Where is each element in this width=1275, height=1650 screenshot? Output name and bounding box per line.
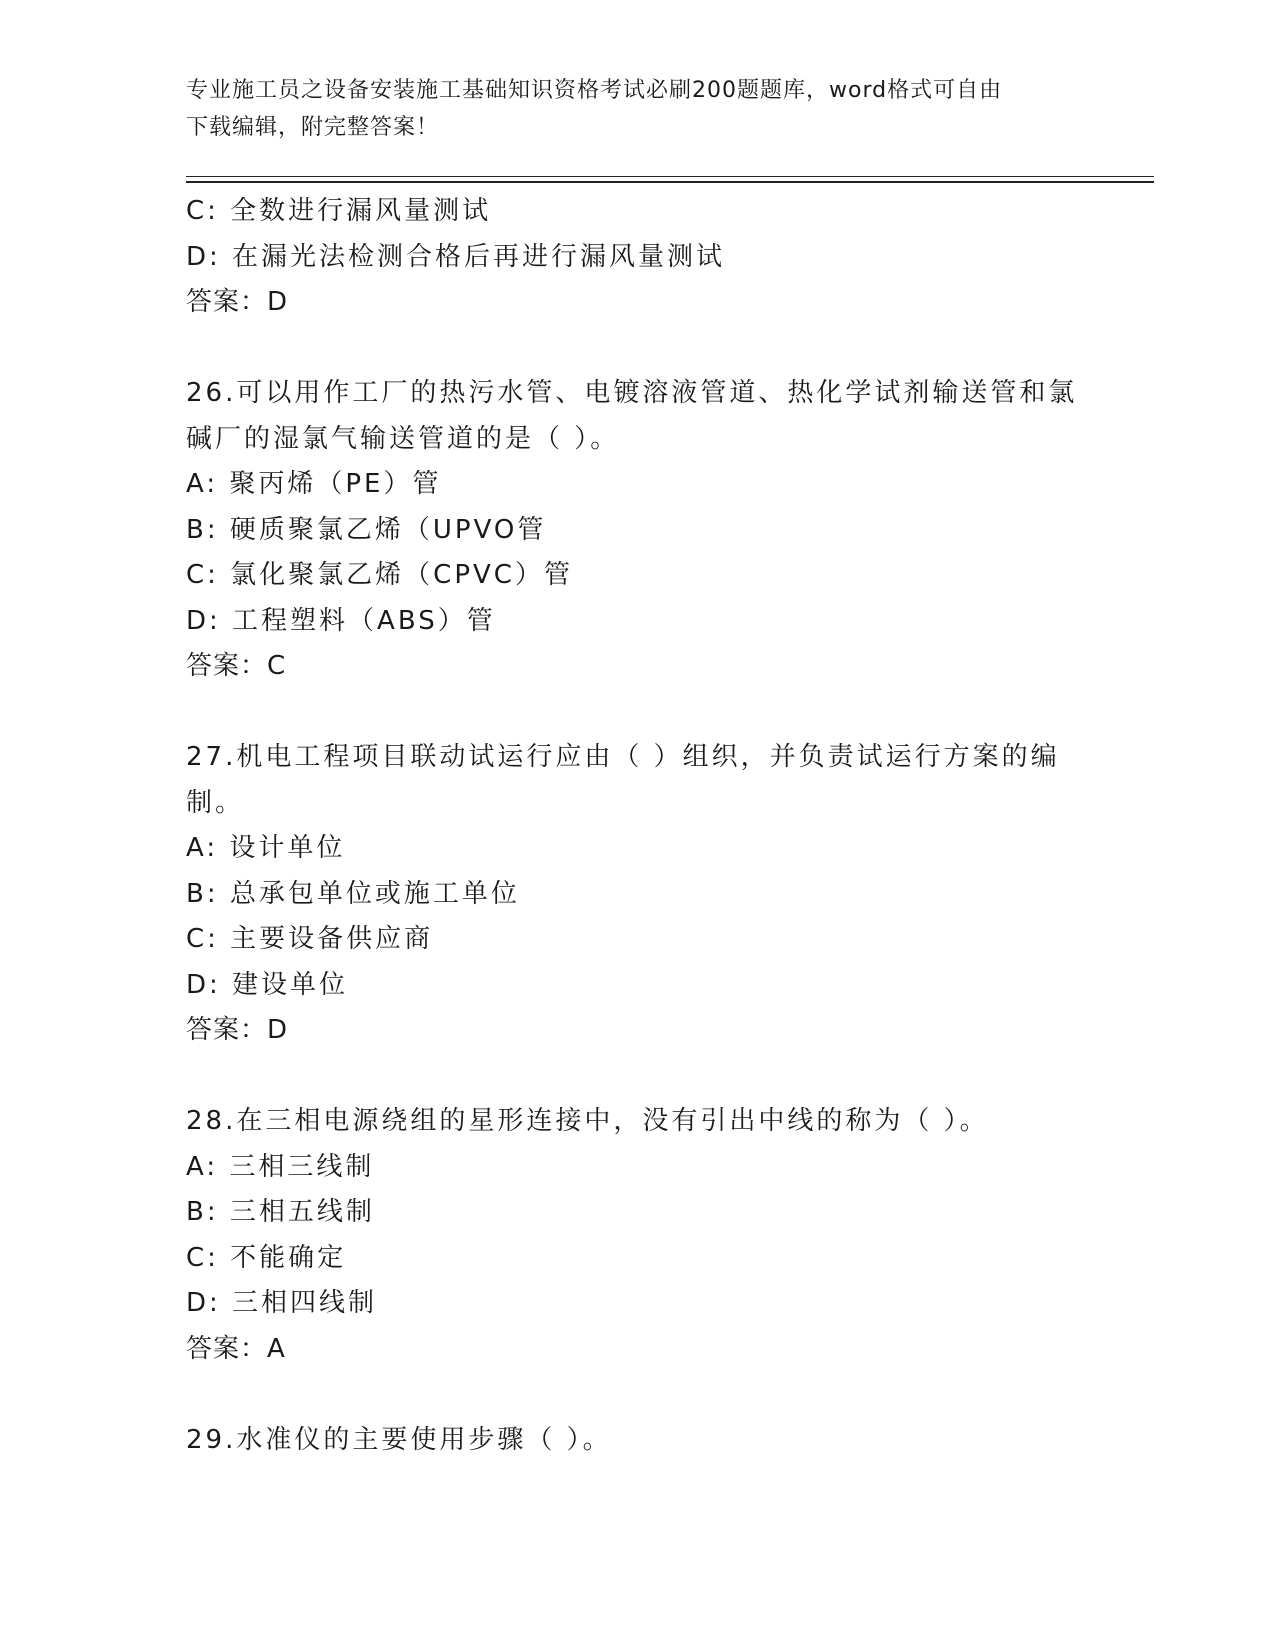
option-c: C: 不能确定	[186, 1242, 347, 1273]
question-stem-line-2: 制。	[186, 787, 245, 818]
option-d: D: 三相四线制	[186, 1288, 378, 1318]
question-stem-line-1: 27.机电工程项目联动试运行应由（ ）组织，并负责试运行方案的编	[186, 742, 1060, 772]
question-stem-line-1: 29.水准仪的主要使用步骤（ ）。	[186, 1424, 612, 1455]
question-26	[186, 371, 1086, 690]
option-b: B: 三相五线制	[186, 1197, 375, 1227]
answer-line: 答案：A	[186, 1333, 286, 1364]
question-29	[186, 1418, 1086, 1464]
document-header	[186, 72, 1066, 146]
answer-line: 答案：C	[186, 651, 287, 681]
question-stem-line-1: 28.在三相电源绕组的星形连接中，没有引出中线的称为（ ）。	[186, 1106, 989, 1136]
option-b: B: 总承包单位或施工单位	[186, 878, 520, 909]
option-c: C: 主要设备供应商	[186, 924, 434, 954]
option-c: C: 氯化聚氯乙烯（CPVC）管	[186, 560, 573, 590]
spacer	[186, 326, 1086, 372]
option-a: A: 聚丙烯（PE）管	[186, 469, 442, 499]
question-28	[186, 1099, 1086, 1372]
question-stem-line-2: 碱厂的湿氯气输送管道的是（ ）。	[186, 423, 620, 454]
header-line-1: 专业施工员之设备安装施工基础知识资格考试必刷200题题库，word格式可自由	[186, 78, 1003, 103]
spacer	[186, 1372, 1086, 1418]
option-b: B: 硬质聚氯乙烯（UPVO管	[186, 514, 547, 545]
option-a: A: 设计单位	[186, 833, 346, 863]
question-list	[186, 189, 1086, 1463]
spacer	[186, 690, 1086, 736]
question-25	[186, 189, 1086, 326]
spacer	[186, 1054, 1086, 1100]
question-27	[186, 735, 1086, 1054]
option-d: D: 建设单位	[186, 969, 349, 1000]
answer-line: 答案：D	[186, 1015, 289, 1045]
option-a: A: 三相三线制	[186, 1151, 375, 1182]
option-d: D: 工程塑料（ABS）管	[186, 605, 496, 636]
header-divider-thin	[186, 176, 1154, 177]
option-c: C: 全数进行漏风量测试	[186, 196, 492, 226]
answer-line: 答案：D	[186, 287, 289, 317]
header-line-2: 下载编辑，附完整答案！	[186, 115, 440, 140]
header-divider-thick	[186, 181, 1154, 183]
option-d: D: 在漏光法检测合格后再进行漏风量测试	[186, 241, 726, 272]
question-stem-line-1: 26.可以用作工厂的热污水管、电镀溶液管道、热化学试剂输送管和氯	[186, 378, 1078, 408]
